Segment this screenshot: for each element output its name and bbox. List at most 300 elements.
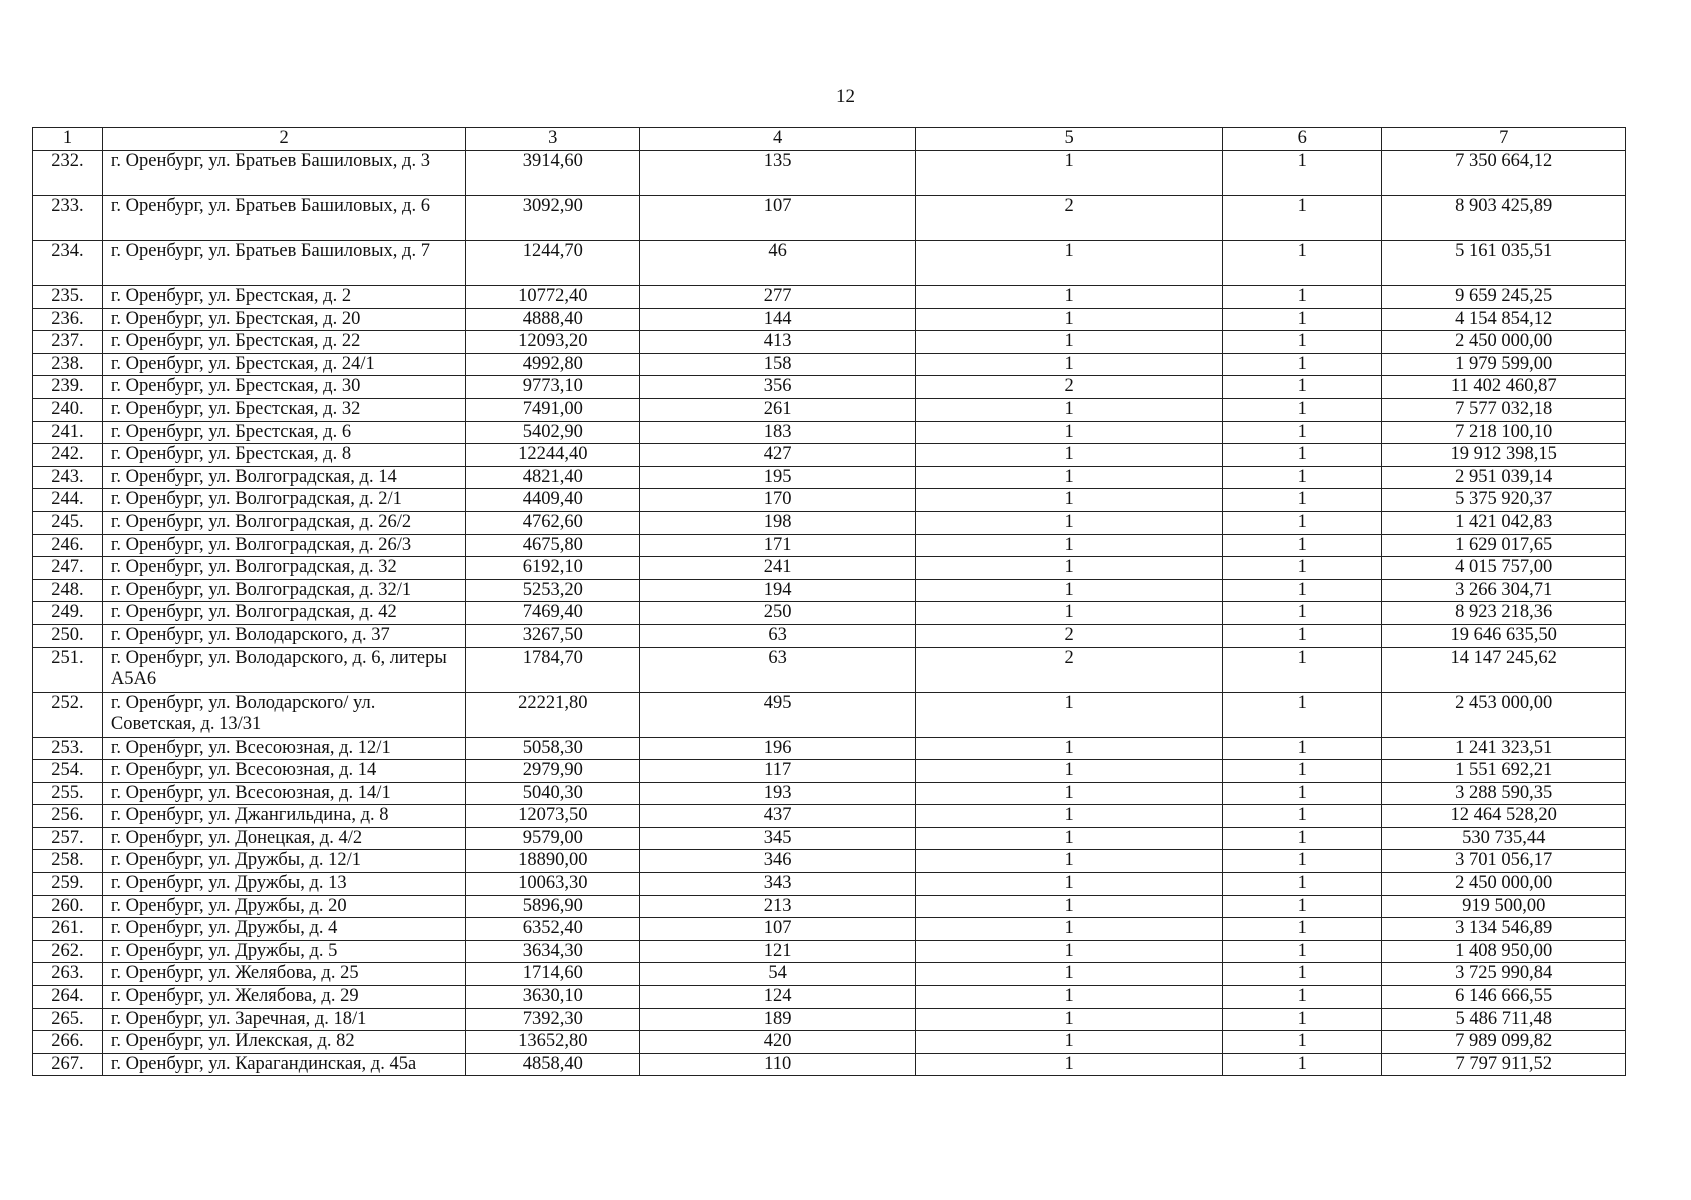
cell-address: г. Оренбург, ул. Дружбы, д. 12/1 bbox=[102, 850, 466, 873]
cell-row-number: 259. bbox=[33, 873, 103, 896]
cell-value-5: 1 bbox=[916, 940, 1223, 963]
cell-address: г. Оренбург, ул. Брестская, д. 22 bbox=[102, 331, 466, 354]
cell-value-5: 1 bbox=[916, 602, 1223, 625]
cell-address: г. Оренбург, ул. Брестская, д. 30 bbox=[102, 376, 466, 399]
cell-row-number: 248. bbox=[33, 579, 103, 602]
cell-address: г. Оренбург, ул. Волгоградская, д. 2/1 bbox=[102, 489, 466, 512]
cell-value-6: 1 bbox=[1223, 421, 1382, 444]
cell-value-5: 1 bbox=[916, 444, 1223, 467]
cell-value-5: 1 bbox=[916, 241, 1223, 286]
cell-address: г. Оренбург, ул. Всесоюзная, д. 14/1 bbox=[102, 782, 466, 805]
cell-amount: 7 218 100,10 bbox=[1382, 421, 1626, 444]
cell-amount: 3 134 546,89 bbox=[1382, 918, 1626, 941]
cell-count: 183 bbox=[640, 421, 916, 444]
header-cell-6: 6 bbox=[1223, 128, 1382, 151]
cell-amount: 19 646 635,50 bbox=[1382, 624, 1626, 647]
cell-address: г. Оренбург, ул. Желябова, д. 25 bbox=[102, 963, 466, 986]
cell-amount: 2 450 000,00 bbox=[1382, 331, 1626, 354]
cell-value-5: 1 bbox=[916, 557, 1223, 580]
table-row bbox=[33, 940, 1626, 963]
cell-value-5: 1 bbox=[916, 286, 1223, 309]
cell-row-number: 233. bbox=[33, 196, 103, 241]
cell-value-6: 1 bbox=[1223, 895, 1382, 918]
cell-row-number: 245. bbox=[33, 511, 103, 534]
cell-value-5: 1 bbox=[916, 489, 1223, 512]
cell-amount: 530 735,44 bbox=[1382, 827, 1626, 850]
table-row bbox=[33, 805, 1626, 828]
cell-count: 343 bbox=[640, 873, 916, 896]
header-cell-1: 1 bbox=[33, 128, 103, 151]
cell-count: 437 bbox=[640, 805, 916, 828]
cell-count: 198 bbox=[640, 511, 916, 534]
cell-value-6: 1 bbox=[1223, 873, 1382, 896]
cell-count: 158 bbox=[640, 353, 916, 376]
table-header bbox=[33, 128, 1626, 151]
cell-value-5: 1 bbox=[916, 1053, 1223, 1076]
cell-address: г. Оренбург, ул. Заречная, д. 18/1 bbox=[102, 1008, 466, 1031]
cell-row-number: 251. bbox=[33, 647, 103, 692]
cell-area: 5402,90 bbox=[466, 421, 640, 444]
cell-value-6: 1 bbox=[1223, 534, 1382, 557]
table-row bbox=[33, 579, 1626, 602]
cell-address: г. Оренбург, ул. Волгоградская, д. 26/2 bbox=[102, 511, 466, 534]
cell-address: г. Оренбург, ул. Брестская, д. 32 bbox=[102, 398, 466, 421]
cell-value-6: 1 bbox=[1223, 827, 1382, 850]
cell-area: 22221,80 bbox=[466, 692, 640, 737]
cell-address: г. Оренбург, ул. Волгоградская, д. 32 bbox=[102, 557, 466, 580]
table-row bbox=[33, 151, 1626, 196]
cell-address: г. Оренбург, ул. Волгоградская, д. 42 bbox=[102, 602, 466, 625]
cell-address: г. Оренбург, ул. Брестская, д. 8 bbox=[102, 444, 466, 467]
cell-value-5: 2 bbox=[916, 196, 1223, 241]
cell-amount: 9 659 245,25 bbox=[1382, 286, 1626, 309]
header-cell-2: 2 bbox=[102, 128, 466, 151]
cell-row-number: 244. bbox=[33, 489, 103, 512]
cell-row-number: 257. bbox=[33, 827, 103, 850]
cell-amount: 7 989 099,82 bbox=[1382, 1031, 1626, 1054]
cell-address: г. Оренбург, ул. Дружбы, д. 4 bbox=[102, 918, 466, 941]
cell-area: 3630,10 bbox=[466, 986, 640, 1009]
cell-value-5: 2 bbox=[916, 647, 1223, 692]
cell-count: 144 bbox=[640, 308, 916, 331]
cell-value-6: 1 bbox=[1223, 692, 1382, 737]
table-row bbox=[33, 918, 1626, 941]
cell-value-5: 1 bbox=[916, 737, 1223, 760]
cell-amount: 4 015 757,00 bbox=[1382, 557, 1626, 580]
header-cell-7: 7 bbox=[1382, 128, 1626, 151]
cell-value-6: 1 bbox=[1223, 398, 1382, 421]
cell-value-5: 1 bbox=[916, 511, 1223, 534]
cell-count: 261 bbox=[640, 398, 916, 421]
cell-address: г. Оренбург, ул. Всесоюзная, д. 14 bbox=[102, 760, 466, 783]
cell-count: 110 bbox=[640, 1053, 916, 1076]
table-row bbox=[33, 286, 1626, 309]
cell-area: 1784,70 bbox=[466, 647, 640, 692]
cell-value-5: 2 bbox=[916, 624, 1223, 647]
cell-value-5: 1 bbox=[916, 986, 1223, 1009]
cell-amount: 7 577 032,18 bbox=[1382, 398, 1626, 421]
cell-amount: 8 903 425,89 bbox=[1382, 196, 1626, 241]
cell-amount: 1 408 950,00 bbox=[1382, 940, 1626, 963]
cell-count: 135 bbox=[640, 151, 916, 196]
cell-area: 12244,40 bbox=[466, 444, 640, 467]
cell-value-5: 1 bbox=[916, 782, 1223, 805]
header-cell-3: 3 bbox=[466, 128, 640, 151]
cell-value-5: 1 bbox=[916, 805, 1223, 828]
cell-value-5: 1 bbox=[916, 331, 1223, 354]
cell-address: г. Оренбург, ул. Брестская, д. 6 bbox=[102, 421, 466, 444]
cell-value-5: 1 bbox=[916, 466, 1223, 489]
cell-count: 427 bbox=[640, 444, 916, 467]
cell-value-6: 1 bbox=[1223, 466, 1382, 489]
cell-amount: 2 453 000,00 bbox=[1382, 692, 1626, 737]
cell-value-5: 1 bbox=[916, 421, 1223, 444]
cell-area: 4992,80 bbox=[466, 353, 640, 376]
cell-area: 13652,80 bbox=[466, 1031, 640, 1054]
cell-value-6: 1 bbox=[1223, 850, 1382, 873]
cell-count: 356 bbox=[640, 376, 916, 399]
cell-area: 3634,30 bbox=[466, 940, 640, 963]
cell-area: 5253,20 bbox=[466, 579, 640, 602]
cell-address: г. Оренбург, ул. Братьев Башиловых, д. 3 bbox=[102, 151, 466, 196]
cell-amount: 5 161 035,51 bbox=[1382, 241, 1626, 286]
cell-address: г. Оренбург, ул. Волгоградская, д. 14 bbox=[102, 466, 466, 489]
header-cell-4: 4 bbox=[640, 128, 916, 151]
cell-amount: 5 486 711,48 bbox=[1382, 1008, 1626, 1031]
cell-row-number: 256. bbox=[33, 805, 103, 828]
cell-address: г. Оренбург, ул. Володарского, д. 37 bbox=[102, 624, 466, 647]
cell-area: 9773,10 bbox=[466, 376, 640, 399]
cell-amount: 14 147 245,62 bbox=[1382, 647, 1626, 692]
cell-count: 346 bbox=[640, 850, 916, 873]
cell-amount: 5 375 920,37 bbox=[1382, 489, 1626, 512]
cell-address: г. Оренбург, ул. Володарского, д. 6, литеры А5А6 bbox=[102, 647, 466, 692]
cell-value-5: 1 bbox=[916, 534, 1223, 557]
table-row bbox=[33, 466, 1626, 489]
cell-value-6: 1 bbox=[1223, 557, 1382, 580]
cell-amount: 2 450 000,00 bbox=[1382, 873, 1626, 896]
cell-area: 12093,20 bbox=[466, 331, 640, 354]
cell-row-number: 263. bbox=[33, 963, 103, 986]
cell-amount: 8 923 218,36 bbox=[1382, 602, 1626, 625]
cell-row-number: 252. bbox=[33, 692, 103, 737]
cell-row-number: 232. bbox=[33, 151, 103, 196]
cell-area: 18890,00 bbox=[466, 850, 640, 873]
cell-value-6: 1 bbox=[1223, 353, 1382, 376]
cell-amount: 919 500,00 bbox=[1382, 895, 1626, 918]
cell-count: 189 bbox=[640, 1008, 916, 1031]
header-cell-5: 5 bbox=[916, 128, 1223, 151]
cell-value-6: 1 bbox=[1223, 737, 1382, 760]
table-row bbox=[33, 1031, 1626, 1054]
cell-area: 3914,60 bbox=[466, 151, 640, 196]
cell-area: 4675,80 bbox=[466, 534, 640, 557]
cell-value-6: 1 bbox=[1223, 624, 1382, 647]
cell-row-number: 237. bbox=[33, 331, 103, 354]
cell-value-6: 1 bbox=[1223, 376, 1382, 399]
cell-value-5: 1 bbox=[916, 895, 1223, 918]
cell-count: 121 bbox=[640, 940, 916, 963]
cell-count: 413 bbox=[640, 331, 916, 354]
table-row bbox=[33, 421, 1626, 444]
cell-area: 1244,70 bbox=[466, 241, 640, 286]
cell-value-6: 1 bbox=[1223, 602, 1382, 625]
cell-value-5: 1 bbox=[916, 760, 1223, 783]
table-row bbox=[33, 331, 1626, 354]
cell-amount: 7 797 911,52 bbox=[1382, 1053, 1626, 1076]
cell-value-5: 1 bbox=[916, 308, 1223, 331]
cell-row-number: 254. bbox=[33, 760, 103, 783]
table-row bbox=[33, 444, 1626, 467]
cell-area: 4858,40 bbox=[466, 1053, 640, 1076]
cell-row-number: 258. bbox=[33, 850, 103, 873]
cell-address: г. Оренбург, ул. Волгоградская, д. 26/3 bbox=[102, 534, 466, 557]
cell-value-5: 1 bbox=[916, 579, 1223, 602]
cell-row-number: 247. bbox=[33, 557, 103, 580]
table-row bbox=[33, 986, 1626, 1009]
table-row bbox=[33, 534, 1626, 557]
cell-row-number: 249. bbox=[33, 602, 103, 625]
cell-count: 107 bbox=[640, 196, 916, 241]
cell-value-6: 1 bbox=[1223, 782, 1382, 805]
cell-count: 195 bbox=[640, 466, 916, 489]
cell-address: г. Оренбург, ул. Братьев Башиловых, д. 6 bbox=[102, 196, 466, 241]
cell-value-5: 1 bbox=[916, 1031, 1223, 1054]
cell-area: 9579,00 bbox=[466, 827, 640, 850]
cell-count: 46 bbox=[640, 241, 916, 286]
cell-address: г. Оренбург, ул. Брестская, д. 24/1 bbox=[102, 353, 466, 376]
table-row bbox=[33, 308, 1626, 331]
cell-row-number: 236. bbox=[33, 308, 103, 331]
cell-row-number: 238. bbox=[33, 353, 103, 376]
cell-value-6: 1 bbox=[1223, 1031, 1382, 1054]
cell-count: 250 bbox=[640, 602, 916, 625]
cell-value-6: 1 bbox=[1223, 1053, 1382, 1076]
cell-value-5: 1 bbox=[916, 827, 1223, 850]
cell-row-number: 235. bbox=[33, 286, 103, 309]
cell-row-number: 240. bbox=[33, 398, 103, 421]
cell-row-number: 243. bbox=[33, 466, 103, 489]
registry-table bbox=[32, 127, 1626, 1076]
cell-area: 2979,90 bbox=[466, 760, 640, 783]
cell-value-6: 1 bbox=[1223, 444, 1382, 467]
cell-address: г. Оренбург, ул. Дружбы, д. 13 bbox=[102, 873, 466, 896]
table-row bbox=[33, 511, 1626, 534]
cell-amount: 1 241 323,51 bbox=[1382, 737, 1626, 760]
cell-amount: 1 551 692,21 bbox=[1382, 760, 1626, 783]
cell-value-5: 1 bbox=[916, 151, 1223, 196]
cell-value-6: 1 bbox=[1223, 647, 1382, 692]
table-row bbox=[33, 1008, 1626, 1031]
cell-count: 171 bbox=[640, 534, 916, 557]
cell-address: г. Оренбург, ул. Братьев Башиловых, д. 7 bbox=[102, 241, 466, 286]
table-row bbox=[33, 827, 1626, 850]
cell-amount: 12 464 528,20 bbox=[1382, 805, 1626, 828]
cell-address: г. Оренбург, ул. Брестская, д. 20 bbox=[102, 308, 466, 331]
cell-area: 7392,30 bbox=[466, 1008, 640, 1031]
cell-area: 4888,40 bbox=[466, 308, 640, 331]
cell-amount: 3 701 056,17 bbox=[1382, 850, 1626, 873]
cell-amount: 19 912 398,15 bbox=[1382, 444, 1626, 467]
table-row bbox=[33, 398, 1626, 421]
cell-value-6: 1 bbox=[1223, 963, 1382, 986]
cell-row-number: 261. bbox=[33, 918, 103, 941]
cell-count: 345 bbox=[640, 827, 916, 850]
cell-address: г. Оренбург, ул. Дружбы, д. 5 bbox=[102, 940, 466, 963]
cell-value-6: 1 bbox=[1223, 511, 1382, 534]
cell-row-number: 264. bbox=[33, 986, 103, 1009]
cell-value-6: 1 bbox=[1223, 918, 1382, 941]
cell-address: г. Оренбург, ул. Брестская, д. 2 bbox=[102, 286, 466, 309]
cell-area: 3092,90 bbox=[466, 196, 640, 241]
cell-area: 5058,30 bbox=[466, 737, 640, 760]
cell-area: 5896,90 bbox=[466, 895, 640, 918]
cell-count: 54 bbox=[640, 963, 916, 986]
table-row bbox=[33, 196, 1626, 241]
cell-amount: 4 154 854,12 bbox=[1382, 308, 1626, 331]
cell-value-5: 1 bbox=[916, 918, 1223, 941]
table-row bbox=[33, 737, 1626, 760]
cell-area: 4762,60 bbox=[466, 511, 640, 534]
cell-row-number: 265. bbox=[33, 1008, 103, 1031]
cell-value-6: 1 bbox=[1223, 940, 1382, 963]
table-row bbox=[33, 647, 1626, 692]
cell-area: 4409,40 bbox=[466, 489, 640, 512]
cell-value-6: 1 bbox=[1223, 1008, 1382, 1031]
cell-count: 117 bbox=[640, 760, 916, 783]
cell-value-6: 1 bbox=[1223, 286, 1382, 309]
cell-value-5: 1 bbox=[916, 873, 1223, 896]
cell-row-number: 239. bbox=[33, 376, 103, 399]
cell-value-6: 1 bbox=[1223, 760, 1382, 783]
cell-row-number: 241. bbox=[33, 421, 103, 444]
table-row bbox=[33, 895, 1626, 918]
cell-amount: 3 266 304,71 bbox=[1382, 579, 1626, 602]
cell-amount: 1 979 599,00 bbox=[1382, 353, 1626, 376]
table-row bbox=[33, 692, 1626, 737]
cell-count: 170 bbox=[640, 489, 916, 512]
cell-value-6: 1 bbox=[1223, 308, 1382, 331]
cell-address: г. Оренбург, ул. Желябова, д. 29 bbox=[102, 986, 466, 1009]
cell-value-6: 1 bbox=[1223, 331, 1382, 354]
cell-value-6: 1 bbox=[1223, 805, 1382, 828]
cell-count: 107 bbox=[640, 918, 916, 941]
cell-row-number: 234. bbox=[33, 241, 103, 286]
cell-value-5: 1 bbox=[916, 963, 1223, 986]
cell-value-6: 1 bbox=[1223, 489, 1382, 512]
cell-address: г. Оренбург, ул. Карагандинская, д. 45а bbox=[102, 1053, 466, 1076]
cell-count: 63 bbox=[640, 647, 916, 692]
cell-count: 495 bbox=[640, 692, 916, 737]
cell-value-6: 1 bbox=[1223, 986, 1382, 1009]
cell-row-number: 253. bbox=[33, 737, 103, 760]
cell-row-number: 267. bbox=[33, 1053, 103, 1076]
cell-value-6: 1 bbox=[1223, 196, 1382, 241]
cell-row-number: 250. bbox=[33, 624, 103, 647]
cell-value-6: 1 bbox=[1223, 579, 1382, 602]
table-row bbox=[33, 489, 1626, 512]
cell-count: 124 bbox=[640, 986, 916, 1009]
table-row bbox=[33, 760, 1626, 783]
cell-amount: 1 421 042,83 bbox=[1382, 511, 1626, 534]
cell-area: 10772,40 bbox=[466, 286, 640, 309]
table-row bbox=[33, 241, 1626, 286]
table-row bbox=[33, 602, 1626, 625]
cell-value-6: 1 bbox=[1223, 151, 1382, 196]
cell-count: 241 bbox=[640, 557, 916, 580]
cell-area: 6192,10 bbox=[466, 557, 640, 580]
page-number: 12 bbox=[836, 86, 855, 107]
cell-count: 194 bbox=[640, 579, 916, 602]
cell-value-5: 1 bbox=[916, 692, 1223, 737]
cell-amount: 11 402 460,87 bbox=[1382, 376, 1626, 399]
cell-amount: 3 725 990,84 bbox=[1382, 963, 1626, 986]
cell-count: 193 bbox=[640, 782, 916, 805]
cell-area: 6352,40 bbox=[466, 918, 640, 941]
cell-address: г. Оренбург, ул. Всесоюзная, д. 12/1 bbox=[102, 737, 466, 760]
cell-amount: 2 951 039,14 bbox=[1382, 466, 1626, 489]
table-row bbox=[33, 873, 1626, 896]
cell-amount: 3 288 590,35 bbox=[1382, 782, 1626, 805]
table-row bbox=[33, 353, 1626, 376]
cell-area: 5040,30 bbox=[466, 782, 640, 805]
cell-value-5: 2 bbox=[916, 376, 1223, 399]
cell-area: 4821,40 bbox=[466, 466, 640, 489]
cell-area: 7469,40 bbox=[466, 602, 640, 625]
table-row bbox=[33, 782, 1626, 805]
cell-row-number: 262. bbox=[33, 940, 103, 963]
cell-area: 3267,50 bbox=[466, 624, 640, 647]
cell-row-number: 255. bbox=[33, 782, 103, 805]
table-row bbox=[33, 624, 1626, 647]
header-row bbox=[33, 128, 1626, 151]
cell-row-number: 246. bbox=[33, 534, 103, 557]
cell-value-5: 1 bbox=[916, 398, 1223, 421]
cell-amount: 1 629 017,65 bbox=[1382, 534, 1626, 557]
table-row bbox=[33, 1053, 1626, 1076]
table-row bbox=[33, 963, 1626, 986]
cell-address: г. Оренбург, ул. Донецкая, д. 4/2 bbox=[102, 827, 466, 850]
table-body bbox=[33, 151, 1626, 1076]
cell-count: 420 bbox=[640, 1031, 916, 1054]
cell-address: г. Оренбург, ул. Илекская, д. 82 bbox=[102, 1031, 466, 1054]
cell-value-6: 1 bbox=[1223, 241, 1382, 286]
cell-address: г. Оренбург, ул. Джангильдина, д. 8 bbox=[102, 805, 466, 828]
cell-value-5: 1 bbox=[916, 850, 1223, 873]
cell-count: 63 bbox=[640, 624, 916, 647]
cell-row-number: 260. bbox=[33, 895, 103, 918]
cell-address: г. Оренбург, ул. Володарского/ ул. Советская, д. 13/31 bbox=[102, 692, 466, 737]
cell-area: 12073,50 bbox=[466, 805, 640, 828]
cell-count: 196 bbox=[640, 737, 916, 760]
cell-amount: 7 350 664,12 bbox=[1382, 151, 1626, 196]
table-row bbox=[33, 376, 1626, 399]
cell-value-5: 1 bbox=[916, 353, 1223, 376]
table-row bbox=[33, 557, 1626, 580]
cell-row-number: 242. bbox=[33, 444, 103, 467]
table-row bbox=[33, 850, 1626, 873]
cell-area: 1714,60 bbox=[466, 963, 640, 986]
cell-area: 10063,30 bbox=[466, 873, 640, 896]
cell-value-5: 1 bbox=[916, 1008, 1223, 1031]
cell-row-number: 266. bbox=[33, 1031, 103, 1054]
cell-count: 213 bbox=[640, 895, 916, 918]
cell-area: 7491,00 bbox=[466, 398, 640, 421]
cell-amount: 6 146 666,55 bbox=[1382, 986, 1626, 1009]
cell-address: г. Оренбург, ул. Волгоградская, д. 32/1 bbox=[102, 579, 466, 602]
cell-count: 277 bbox=[640, 286, 916, 309]
cell-address: г. Оренбург, ул. Дружбы, д. 20 bbox=[102, 895, 466, 918]
